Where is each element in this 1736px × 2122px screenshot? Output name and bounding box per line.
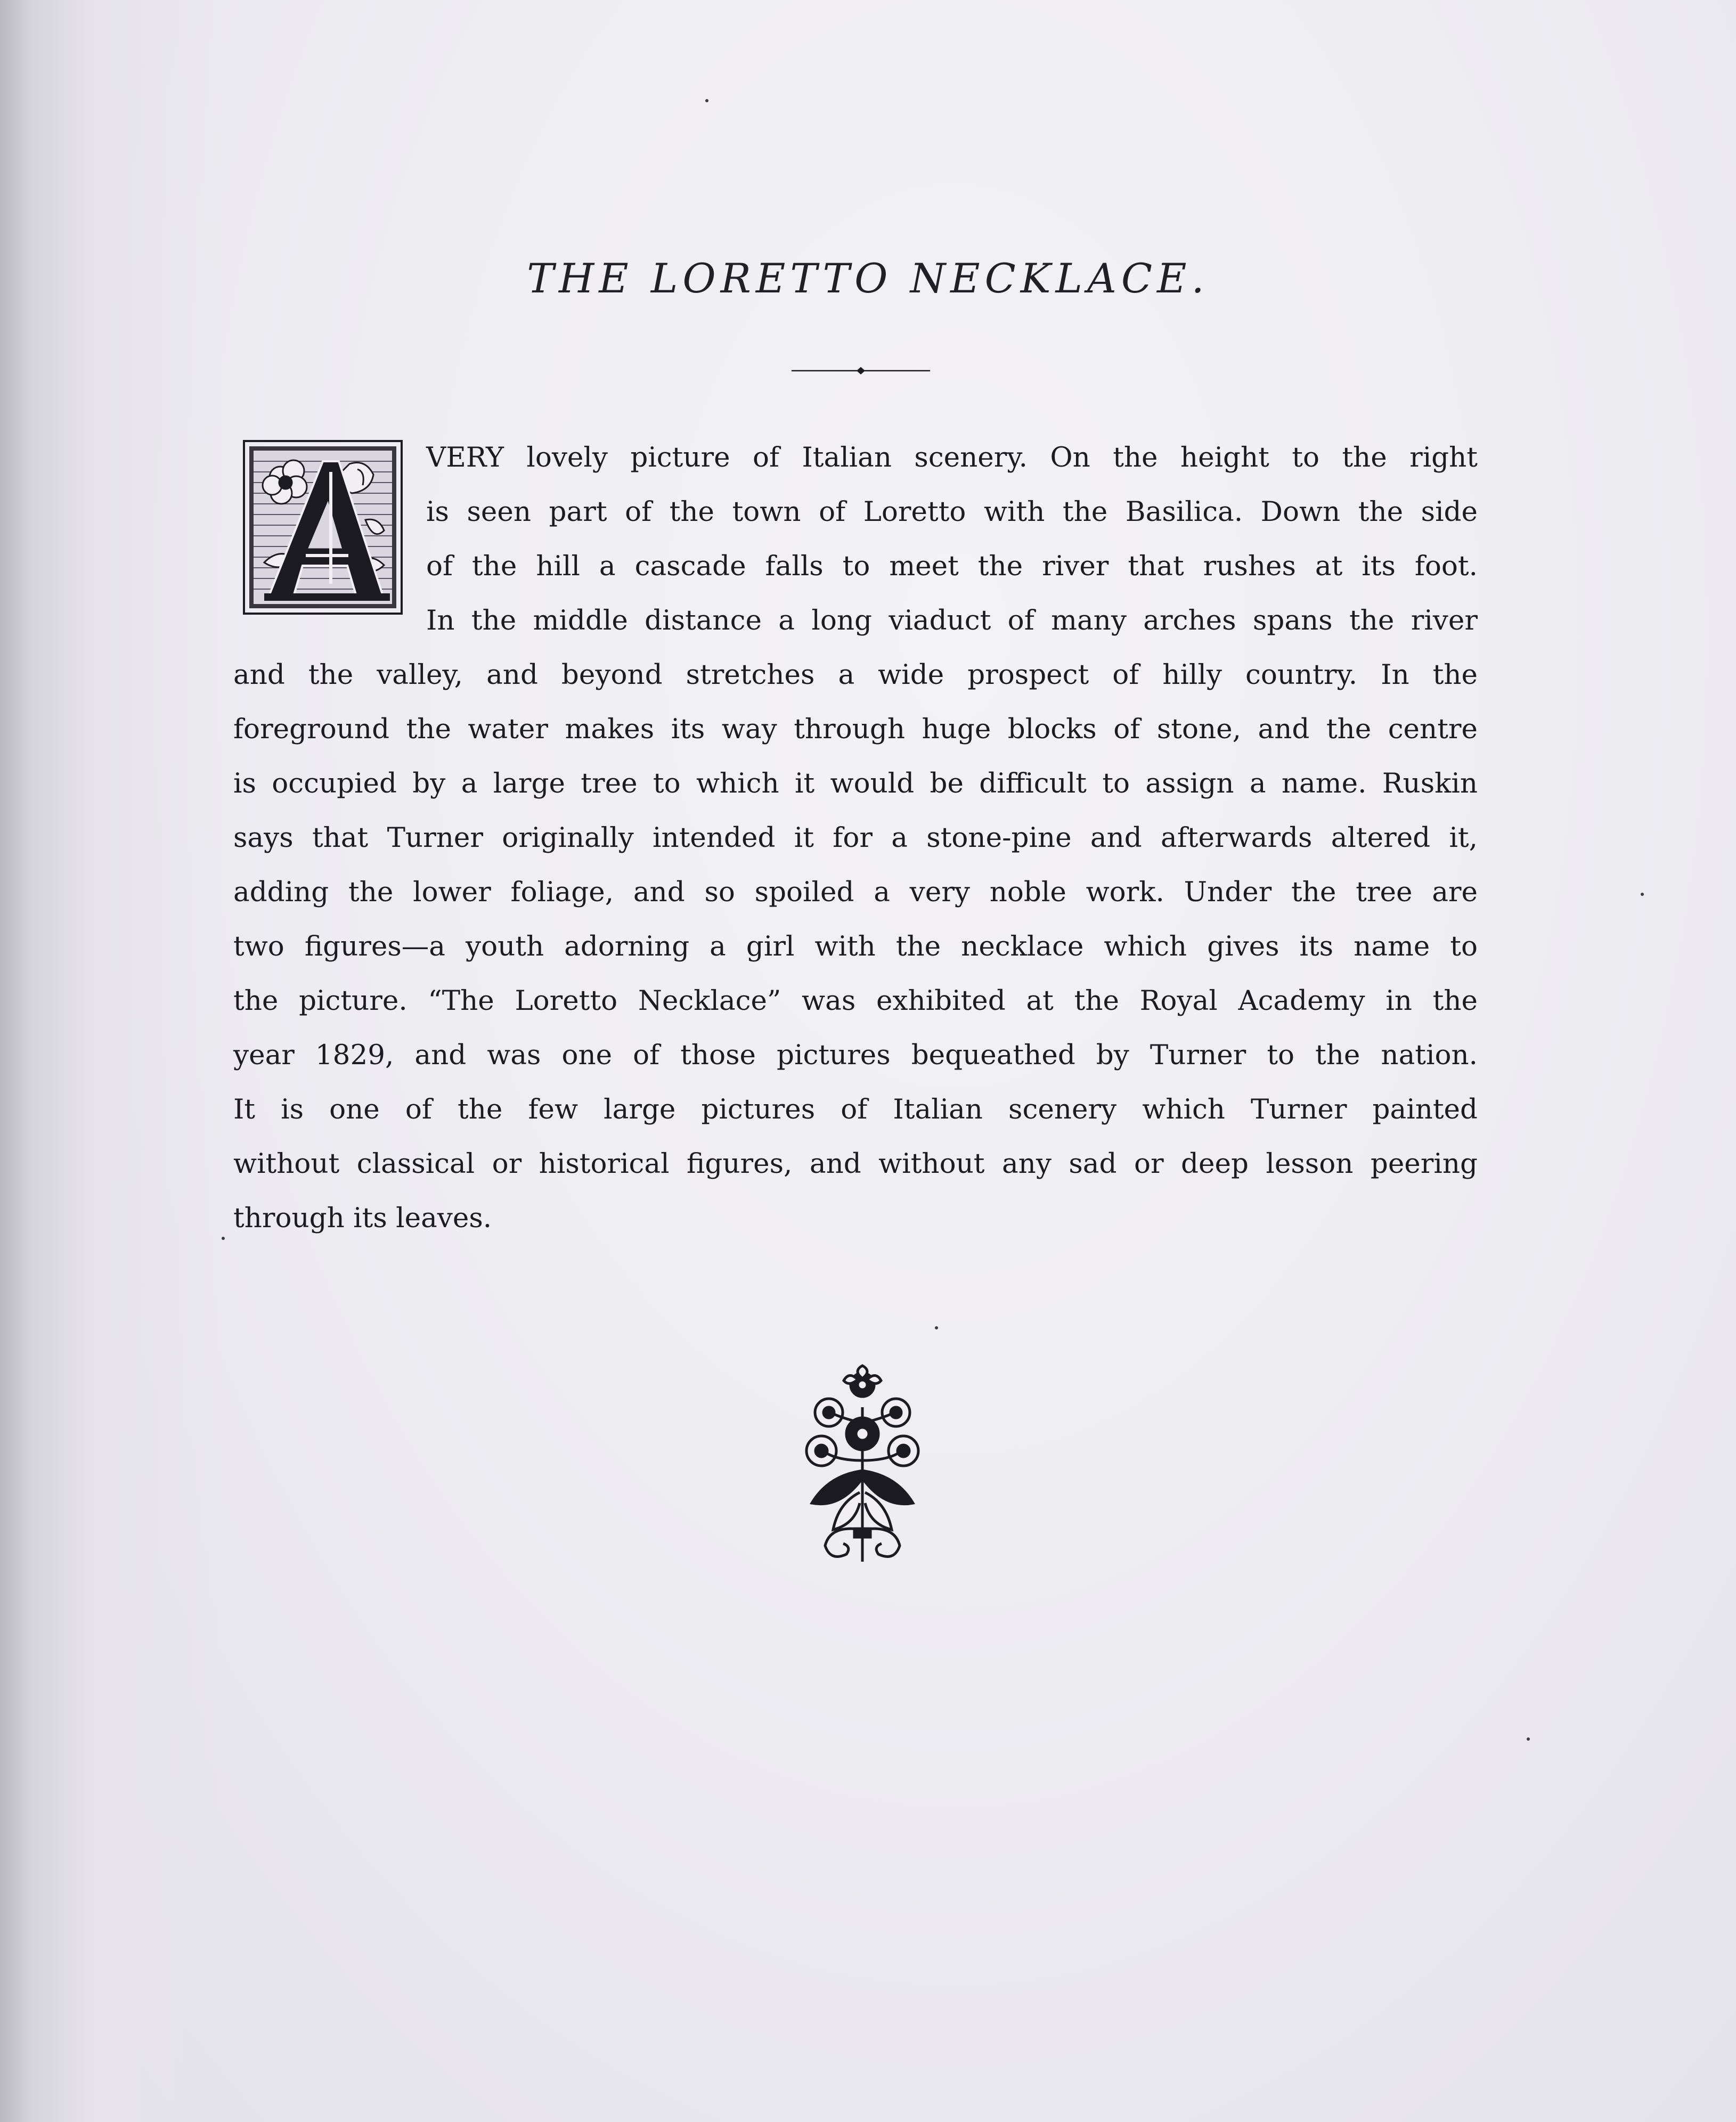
body-line: VERY lovely picture of Italian scenery. On the height to the right (426, 442, 1478, 474)
body-line: In the middle distance a long viaduct of many arches spans the river (426, 605, 1478, 636)
page-title: THE LORETTO NECKLACE. (527, 255, 1209, 302)
body-line: two figures—a youth adorning a girl with the necklace which gives its name to (233, 931, 1478, 962)
floral-tailpiece-ornament (796, 1359, 929, 1567)
body-line: the picture. “The Loretto Necklace” was exhibited at the Royal Academy in the (233, 985, 1478, 1017)
paper-speck (705, 99, 708, 102)
body-line: is seen part of the town of Loretto with the Basilica. Down the side (426, 496, 1478, 528)
article-body (233, 430, 1478, 1245)
paper-speck (222, 1237, 225, 1240)
body-line: is occupied by a large tree to which it would be difficult to assign a name. Ruskin (233, 768, 1478, 799)
paper-speck (1527, 1737, 1530, 1741)
body-line: without classical or historical figures, and without any sad or deep lesson peering (233, 1148, 1478, 1180)
body-line: of the hill a cascade falls to meet the river that rushes at its foot. (426, 550, 1478, 582)
paper-speck (935, 1326, 938, 1329)
body-line: through its leaves. (233, 1202, 492, 1234)
body-line: foreground the water makes its way through huge blocks of stone, and the centre (233, 713, 1478, 745)
body-line: and the valley, and beyond stretches a wide prospect of hilly country. In the (233, 659, 1478, 691)
body-line: It is one of the few large pictures of Italian scenery which Turner painted (233, 1093, 1478, 1125)
body-line: says that Turner originally intended it for a stone-pine and afterwards altered it, (233, 822, 1478, 854)
title-divider-rule (792, 366, 930, 375)
body-line: adding the lower foliage, and so spoiled a very noble work. Under the tree are (233, 876, 1478, 908)
paper-speck (1641, 893, 1644, 896)
body-line: year 1829, and was one of those pictures bequeathed by Turner to the nation. (233, 1039, 1478, 1071)
